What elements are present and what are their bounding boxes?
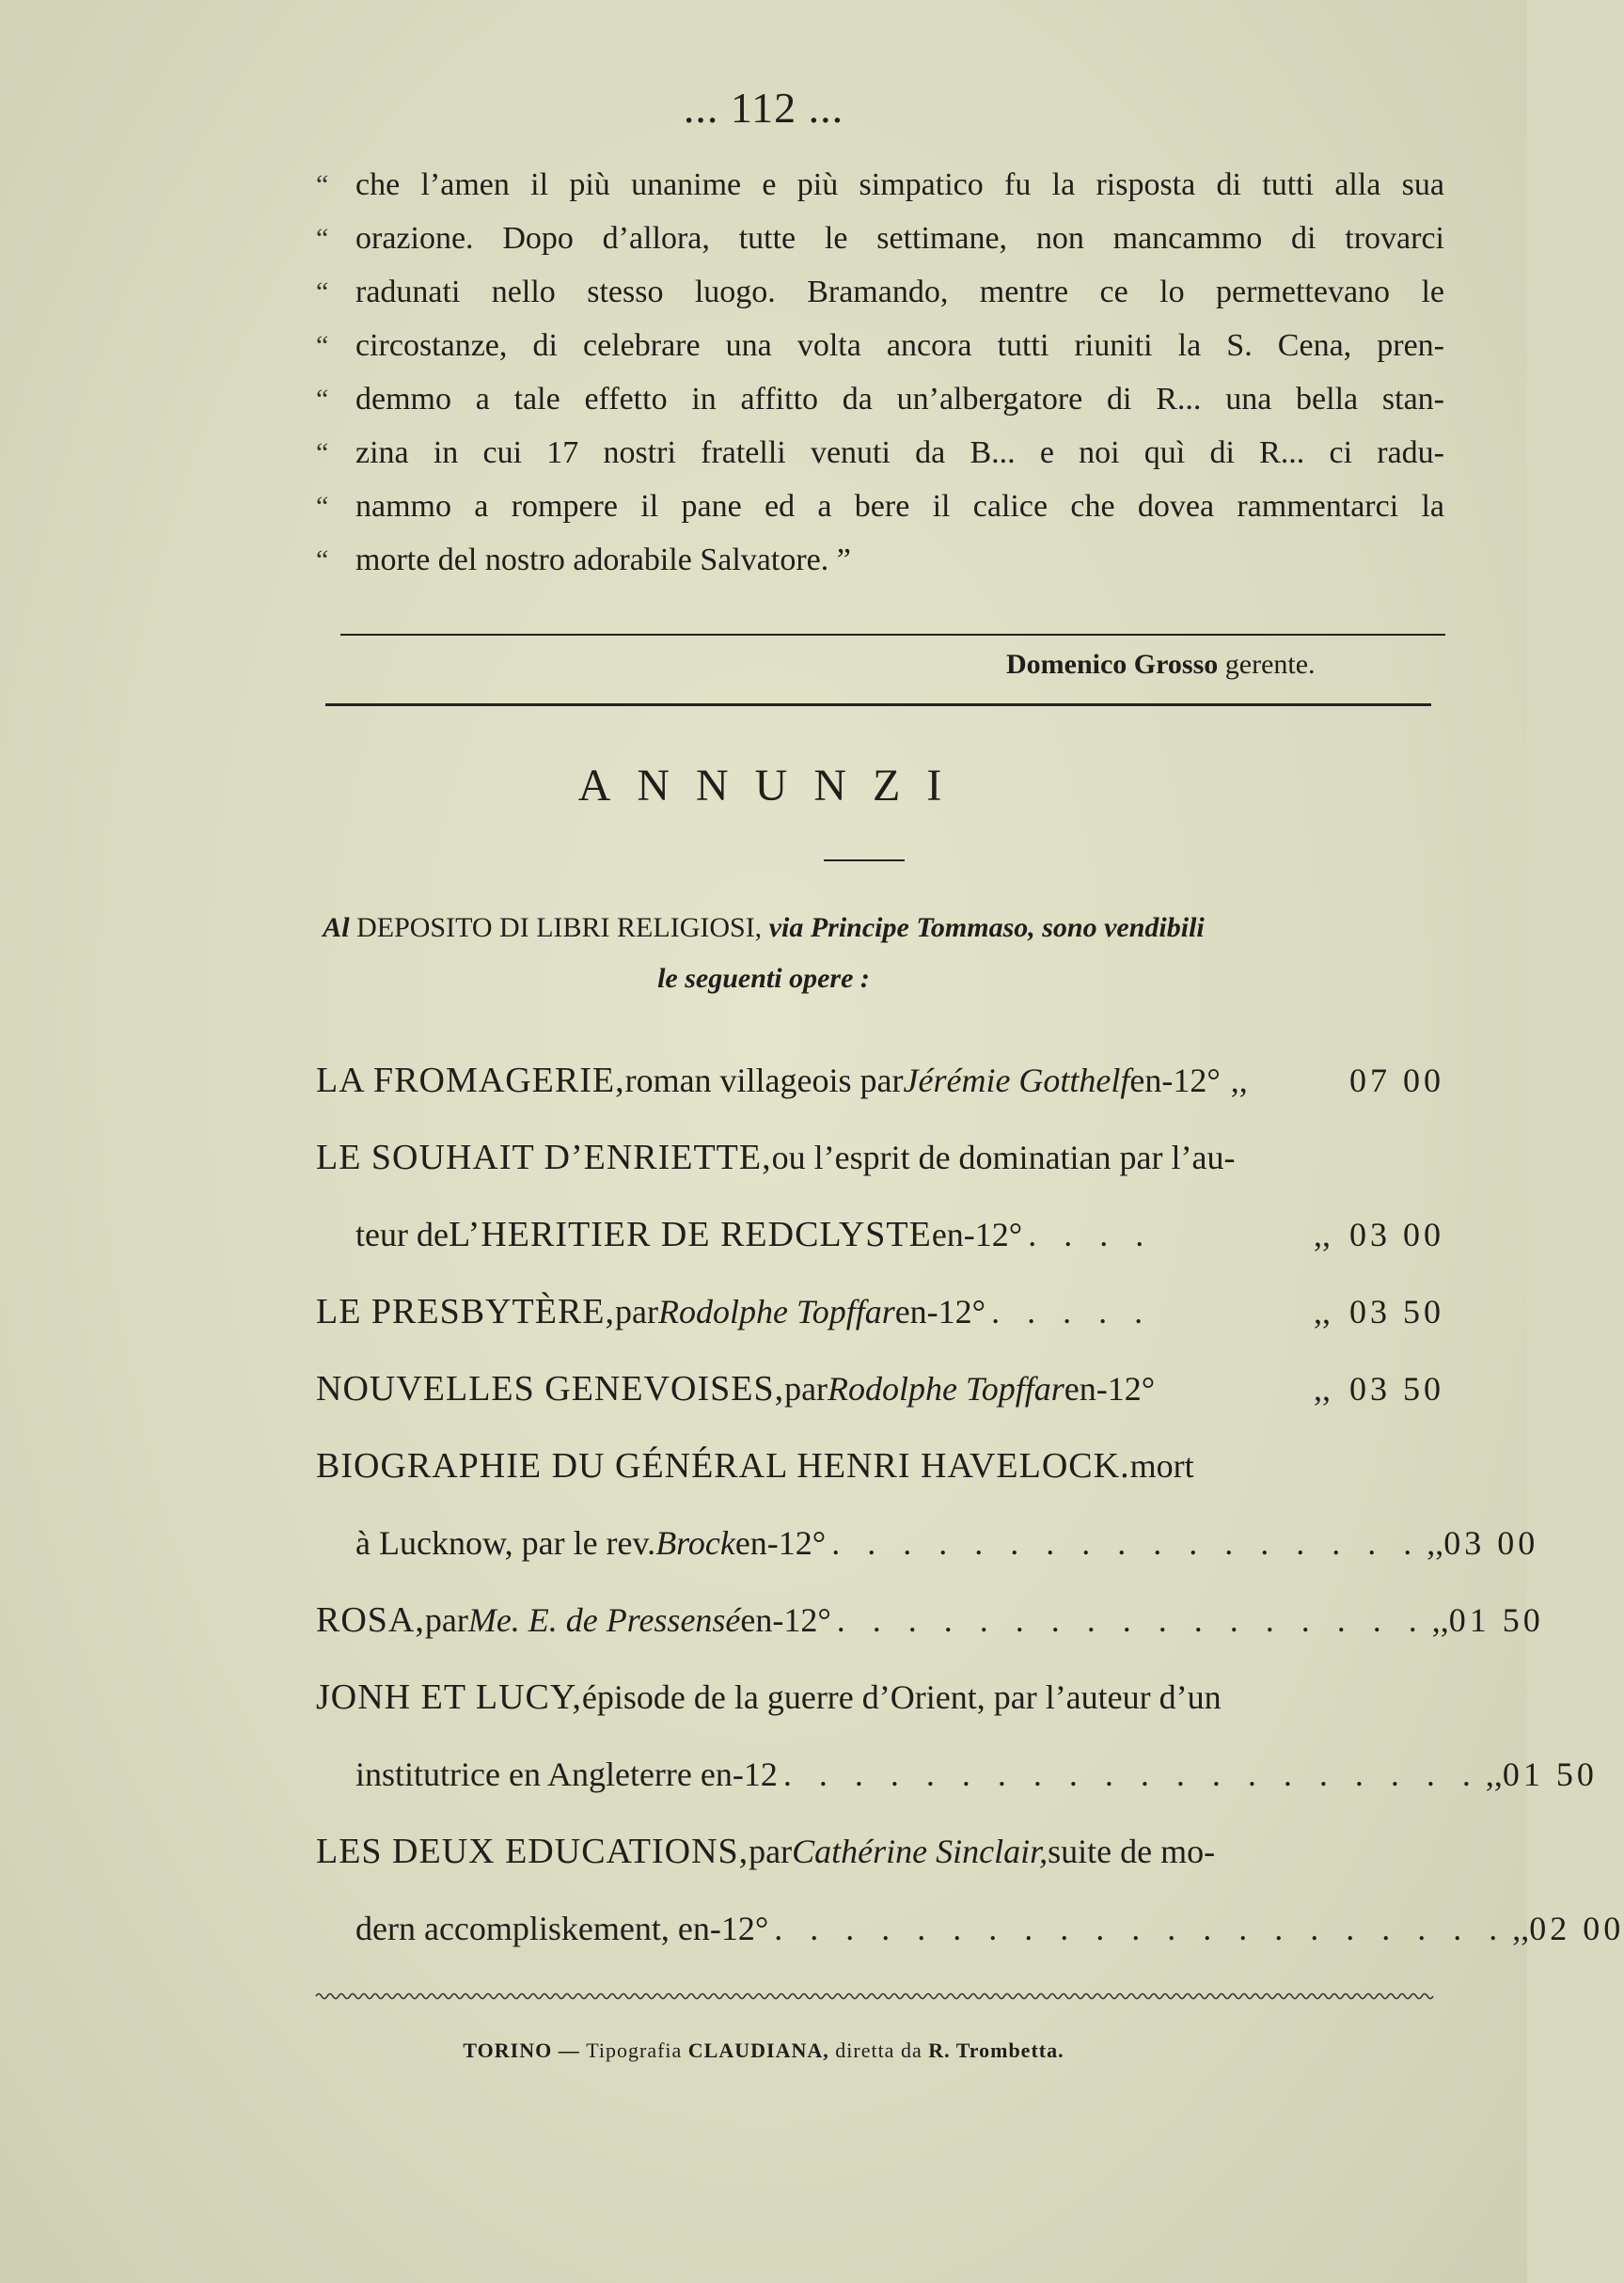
quote-text: circostanze, di celebrare una volta ancora tutti riuniti la S. Cena, pren- xyxy=(355,328,1444,363)
book-desc: mort xyxy=(1129,1447,1194,1485)
book-format: en-12° xyxy=(894,1293,986,1330)
ditto-mark: ,, xyxy=(1427,1524,1444,1562)
ditto-mark: ,, xyxy=(1314,1216,1331,1253)
leader-dots: . . . . . . . . . . . . . . . . . xyxy=(836,1601,1427,1639)
imprint-label: Tipografia xyxy=(586,2039,683,2062)
book-title: JONH ET LUCY, xyxy=(316,1677,582,1717)
book-row xyxy=(316,1119,1444,1196)
quote-line xyxy=(316,426,1444,480)
quote-text: radunati nello stesso luogo. Bramando, mentre ce lo permettevano le xyxy=(355,275,1444,309)
quote-line xyxy=(316,158,1444,212)
book-desc: par xyxy=(784,1370,828,1408)
intro-line-2 xyxy=(0,963,1527,995)
book-row xyxy=(316,1350,1444,1427)
book-title: NOUVELLES GENEVOISES, xyxy=(316,1369,785,1409)
book-row xyxy=(316,1196,1444,1273)
book-desc: épisode de la guerre d’Orient, par l’auteur d’un xyxy=(581,1678,1222,1716)
divider-rule xyxy=(340,634,1445,636)
ditto-mark: ,, xyxy=(1485,1756,1503,1793)
book-price: 07 00 xyxy=(1349,1062,1444,1099)
intro-deposito: DEPOSITO DI LIBRI RELIGIOSI, xyxy=(356,912,763,943)
quote-mark: “ xyxy=(316,169,329,200)
book-title: ROSA, xyxy=(316,1600,425,1640)
quote-text: nammo a rompere il pane ed a bere il calice che dovea rammentarci la xyxy=(355,489,1444,524)
book-format: en-12° xyxy=(734,1524,827,1562)
book-title: LE PRESBYTÈRE, xyxy=(316,1292,616,1331)
quote-line xyxy=(316,319,1444,372)
book-format: en-12° xyxy=(740,1601,831,1639)
quote-text: zina in cui 17 nostri fratelli venuti da B... e noi quì di R... ci radu- xyxy=(355,435,1444,470)
book-desc: ou l’esprit de dominatian par l’au- xyxy=(771,1139,1236,1176)
book-row xyxy=(316,1659,1444,1736)
book-desc: à Lucknow, par le rev. xyxy=(355,1524,656,1562)
signature-name: Domenico Grosso xyxy=(1006,649,1219,680)
imprint-directed: diretta da xyxy=(828,2039,929,2062)
section-title: ANNUNZI xyxy=(577,761,969,811)
signature-role: gerente. xyxy=(1224,649,1316,680)
imprint-director: R. Trombetta. xyxy=(928,2039,1064,2062)
ditto-mark: ,, xyxy=(1512,1910,1530,1947)
book-row xyxy=(316,1736,1598,1813)
leader-dots: . . . . . . . . . . . . . . . . . xyxy=(831,1524,1422,1562)
book-price: 03 50 xyxy=(1349,1370,1444,1408)
book-title: LA FROMAGERIE, xyxy=(316,1061,625,1100)
wavy-rule xyxy=(316,1990,1426,2003)
ditto-mark: ,, xyxy=(1230,1062,1248,1099)
book-format: en-12° xyxy=(931,1216,1023,1253)
book-price: 02 00 xyxy=(1529,1910,1624,1947)
imprint-city: TORINO xyxy=(463,2039,553,2062)
book-desc: par xyxy=(615,1293,658,1330)
divider-rule xyxy=(325,703,1431,706)
quoted-letter xyxy=(316,158,1444,587)
book-desc: suite de mo- xyxy=(1048,1833,1216,1870)
imprint xyxy=(0,2039,1527,2063)
quote-text: morte del nostro adorabile Salvatore. ” xyxy=(355,543,851,577)
book-desc: par xyxy=(424,1601,468,1639)
quote-mark: “ xyxy=(316,276,329,307)
book-desc: par xyxy=(749,1833,793,1870)
book-author: Brock xyxy=(655,1524,735,1562)
quote-text: che l’amen il più unanime e più simpatico fu la risposta di tutti alla sua xyxy=(355,167,1444,202)
leader-dots: . . . . . xyxy=(991,1293,1153,1330)
ditto-mark: ,, xyxy=(1431,1601,1449,1639)
short-rule xyxy=(824,859,905,861)
leader-dots: . . . . . . . . . . . . . . . . . . . . . xyxy=(774,1910,1507,1947)
book-row xyxy=(316,1582,1544,1659)
book-format: en-12° xyxy=(1129,1062,1221,1099)
book-author: Cathérine Sinclair, xyxy=(792,1833,1049,1870)
book-desc: teur de xyxy=(355,1216,449,1253)
book-row xyxy=(316,1427,1444,1504)
intro-al: Al xyxy=(323,912,350,943)
quote-mark: “ xyxy=(316,384,329,415)
book-price: 03 50 xyxy=(1349,1293,1444,1330)
book-desc: dern accompliskement, en-12° xyxy=(355,1910,769,1947)
quote-text: orazione. Dopo d’allora, tutte le settimane, non mancammo di trovarci xyxy=(355,221,1444,256)
book-title: LE SOUHAIT D’ENRIETTE, xyxy=(316,1138,772,1177)
book-desc: institutrice en Angleterre en-12 xyxy=(355,1756,778,1793)
quote-mark: “ xyxy=(316,223,329,254)
quote-line xyxy=(316,480,1444,533)
imprint-press: CLAUDIANA, xyxy=(682,2039,829,2062)
book-row xyxy=(316,1504,1539,1582)
book-row xyxy=(316,1273,1444,1350)
page-number: ... 112 ... xyxy=(683,84,844,132)
book-row xyxy=(316,1042,1444,1119)
book-title: L’HERITIER DE REDCLYSTE xyxy=(448,1215,932,1254)
quote-line xyxy=(316,533,1444,587)
intro-address: via Principe Tommaso, sono vendibili xyxy=(768,912,1205,943)
book-price: 03 00 xyxy=(1349,1216,1444,1253)
quote-mark: “ xyxy=(316,330,329,361)
quote-line xyxy=(316,265,1444,319)
quote-line xyxy=(316,212,1444,265)
quote-mark: “ xyxy=(316,544,329,575)
book-row xyxy=(316,1813,1444,1890)
signature xyxy=(1006,649,1316,681)
quote-mark: “ xyxy=(316,437,329,468)
book-title: BIOGRAPHIE DU GÉNÉRAL HENRI HAVELOCK. xyxy=(316,1446,1130,1486)
ditto-mark: ,, xyxy=(1314,1370,1331,1408)
book-author: Rodolphe Topffar xyxy=(658,1293,895,1330)
book-price: 01 50 xyxy=(1502,1756,1598,1793)
ditto-mark: ,, xyxy=(1314,1293,1331,1330)
imprint-dash: — xyxy=(552,2039,587,2062)
book-price: 01 50 xyxy=(1448,1601,1544,1639)
leader-dots: . . . . xyxy=(1028,1216,1154,1253)
quote-line xyxy=(316,372,1444,426)
intro-line-1 xyxy=(0,912,1527,944)
book-price: 03 00 xyxy=(1443,1524,1539,1562)
book-author: Rodolphe Topffar xyxy=(828,1370,1064,1408)
book-author: Me. E. de Pressensé xyxy=(467,1601,741,1639)
book-author: Jérémie Gotthelf xyxy=(903,1062,1130,1099)
leader-dots: . . . . . . . . . . . . . . . . . . . . xyxy=(782,1756,1480,1793)
book-title: LES DEUX EDUCATIONS, xyxy=(316,1832,749,1871)
book-format: en-12° xyxy=(1064,1370,1156,1408)
intro-seguenti: le seguenti opere : xyxy=(657,963,870,994)
book-desc: roman villageois par xyxy=(624,1062,904,1099)
quote-text: demmo a tale effetto in affitto da un’albergatore di R... una bella stan- xyxy=(355,382,1444,417)
quote-mark: “ xyxy=(316,491,329,522)
book-row xyxy=(316,1890,1624,1967)
